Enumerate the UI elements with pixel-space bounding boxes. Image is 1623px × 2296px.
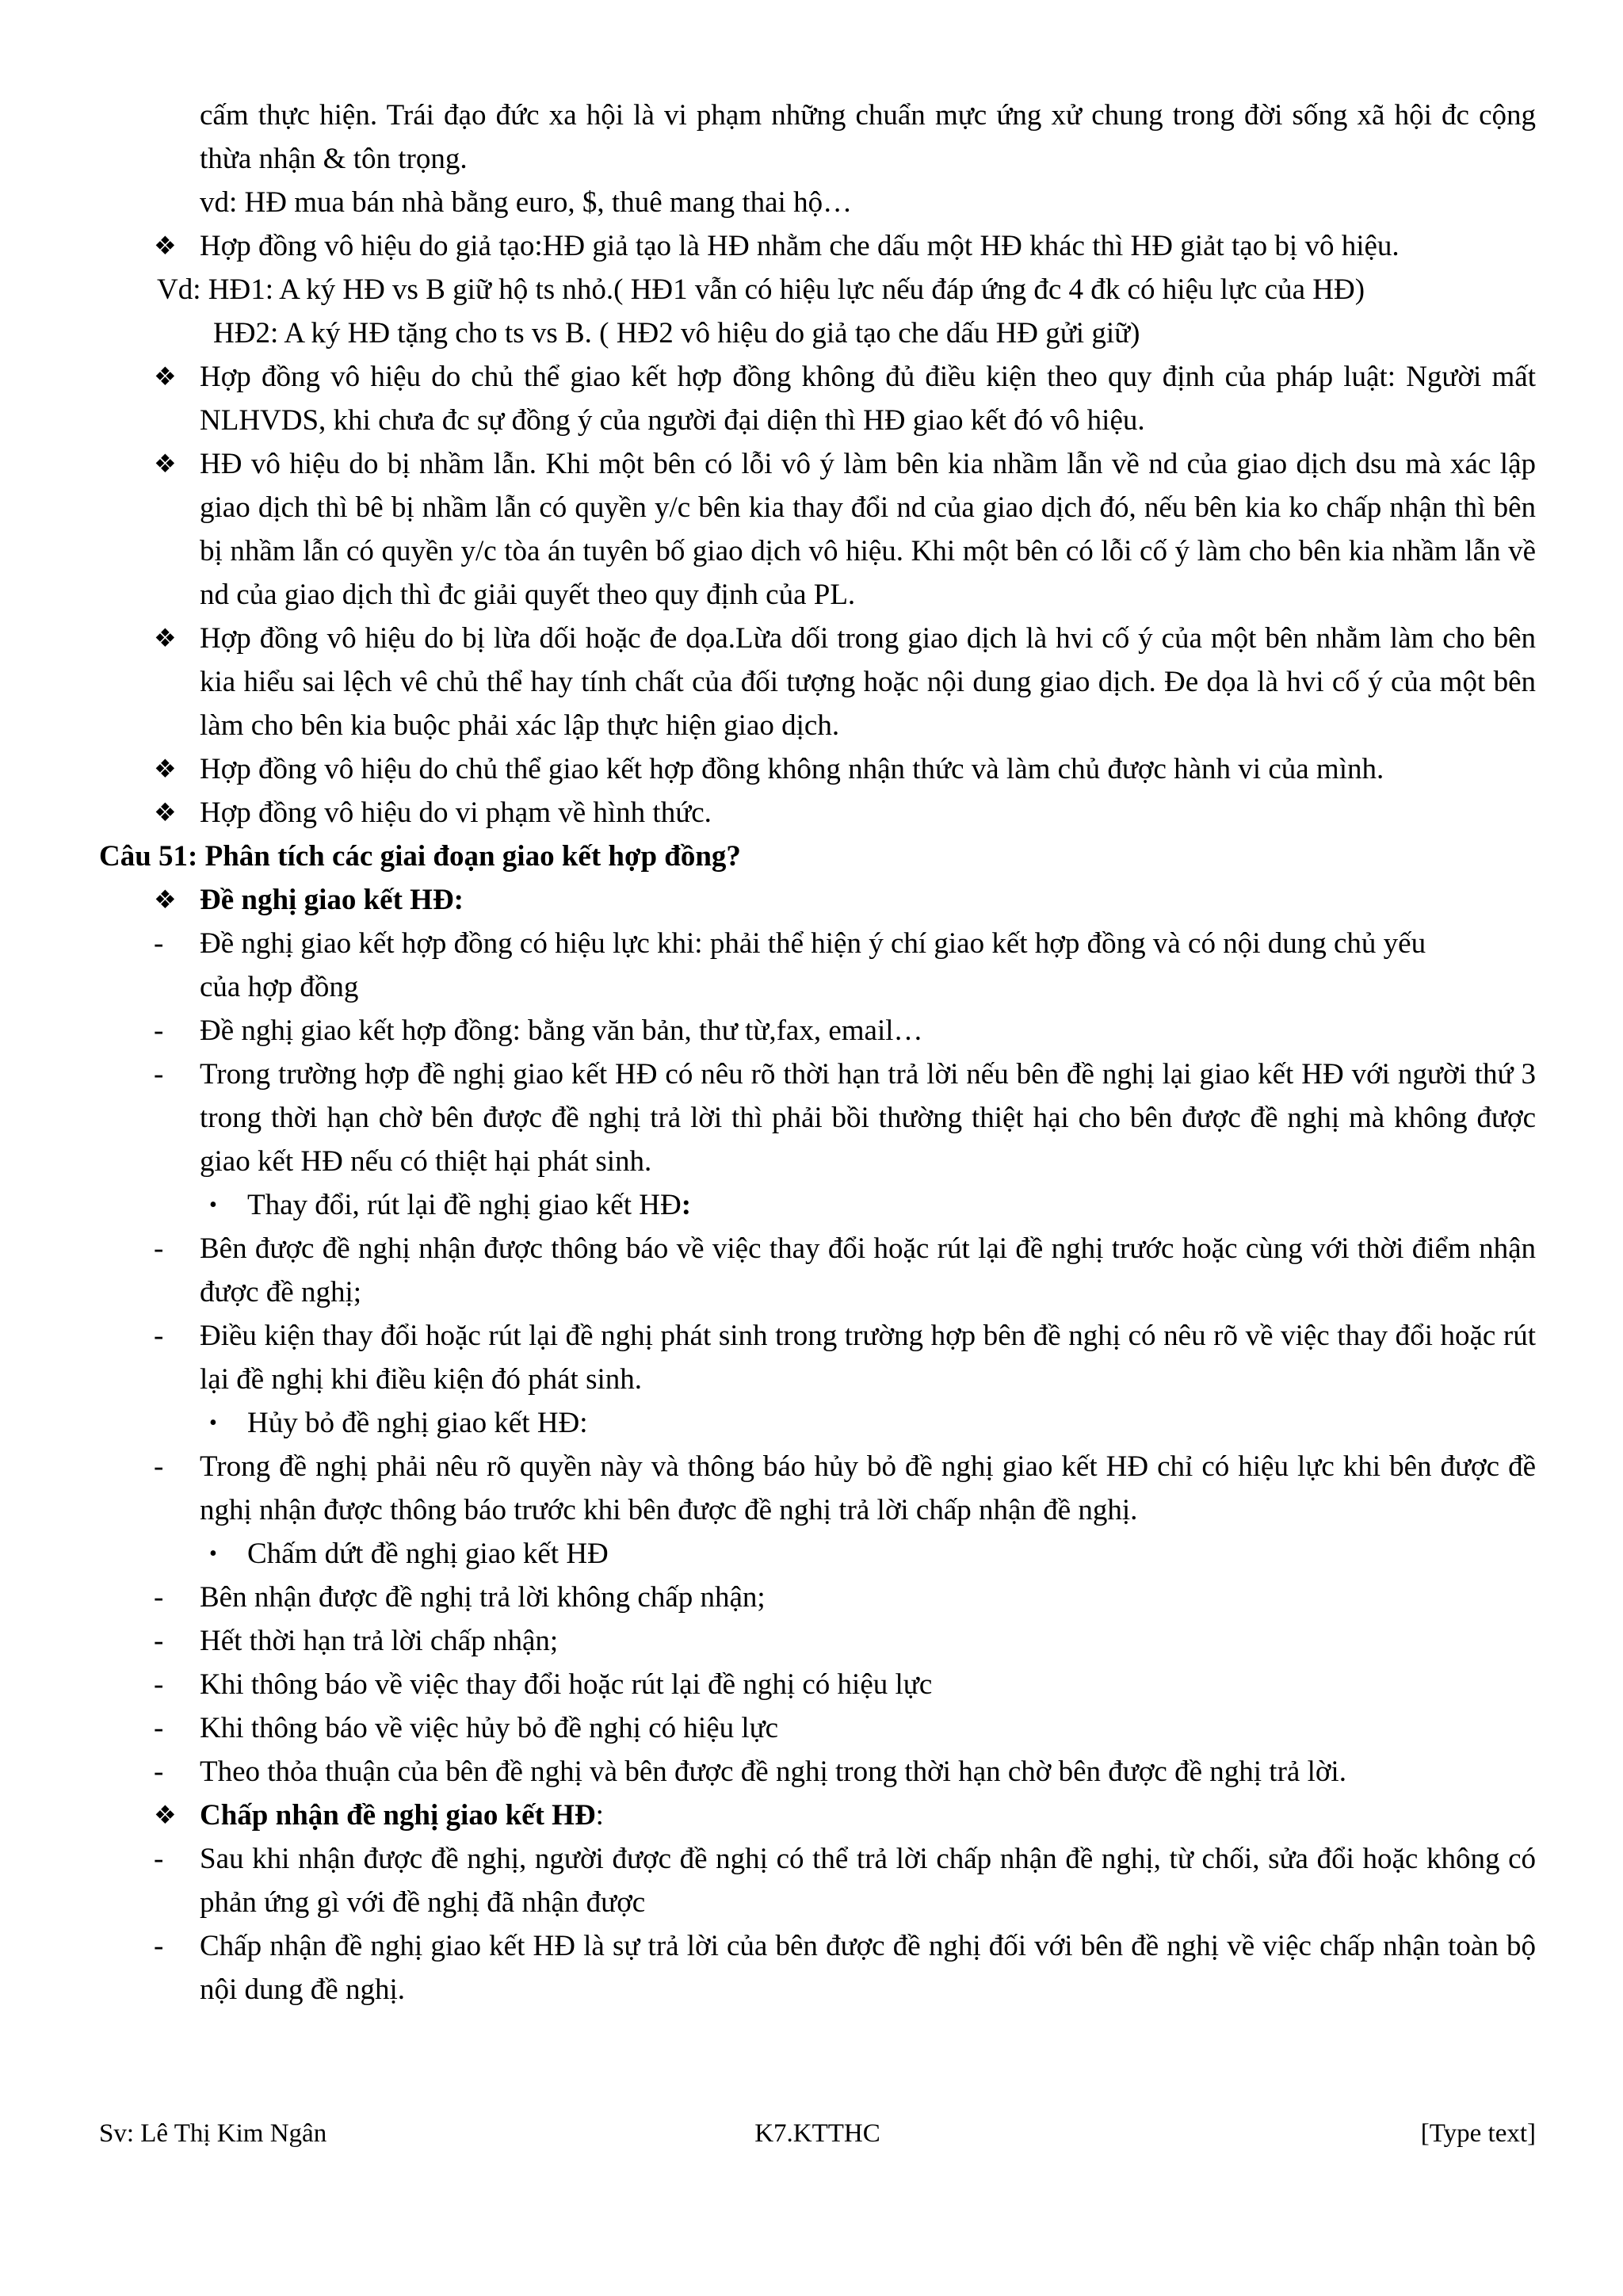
block-text-main: HĐ vô hiệu do bị nhầm lẫn. Khi một bên có lỗi vô ý làm bên kia nhầm lẫn về nd của giao dịch dsu mà xác lập giao dịch thì bê bị nhầm lẫn có quyền y/c bên kia thay đổi nd của giao dịch đó, nếu bên kia ko chấp nhận thì bên bị nhầm lẫn có quyền y/c tòa án tuyên bố giao dịch vô hiệu. Khi một bên có lỗi cố ý làm cho bên kia nhầm lẫn về nd của giao dịch thì đc giải quyết theo quy định của PL. [200,448,1536,611]
diamond-bullet-icon: ❖ [154,755,177,783]
block-text-main: Hợp đồng vô hiệu do giả tạo:HĐ giả tạo là HĐ nhằm che dấu một HĐ khác thì HĐ giảt tạo bị vô hiệu. [200,230,1400,262]
dash-item [154,1663,1536,1706]
block-text [200,181,1536,224]
block-text [200,224,1536,268]
block-text [200,1576,1536,1619]
block-text-main: Hết thời hạn trả lời chấp nhận; [200,1625,559,1657]
bullet-item [154,442,1536,617]
block-text [200,617,1536,747]
diamond-bullet-icon: ❖ [154,449,177,478]
dash-marker-icon: - [154,1755,164,1788]
dash-item [154,1314,1536,1401]
paragraph [200,181,1536,224]
footer-placeholder: [Type text] [1420,2119,1536,2148]
block-text-main: Chấm dứt đề nghị giao kết HĐ [247,1538,609,1570]
block-text-main: Khi thông báo về việc thay đổi hoặc rút lại đề nghị có hiệu lực [200,1668,933,1701]
block-text-main: Hợp đồng vô hiệu do bị lừa dối hoặc đe dọa.Lừa dối trong giao dịch là hvi cố ý của một bên nhằm làm cho bên kia hiểu sai lệch vê chủ thể hay tính chất của đối tượng hoặc nội dung giao dịch. Đe dọa là hvi cố ý của một bên làm cho bên kia buộc phải xác lập thực hiện giao dịch. [200,622,1536,742]
dot-bullet-icon: • [209,1541,217,1566]
block-text [200,1663,1536,1706]
page-footer [99,2114,1536,2153]
block-text [200,94,1536,181]
block-text [200,747,1536,791]
example-line [157,268,1536,311]
block-text-main: Thay đổi, rút lại đề nghị giao kết HĐ [247,1189,682,1221]
dash-marker-icon: - [154,1625,164,1657]
block-text-main: Bên nhận được đề nghị trả lời không chấp nhận; [200,1581,766,1614]
sub-heading [154,1794,1536,1837]
dash-marker-icon: - [154,1058,164,1091]
block-text-main: Bên được đề nghị nhận được thông báo về việc thay đổi hoặc rút lại đề nghị trước hoặc cùng với thời điểm nhận được đề nghị; [200,1232,1536,1308]
block-text [200,442,1536,617]
bullet-item [154,747,1536,791]
block-text [200,1227,1536,1314]
sub-heading [154,878,1536,922]
dash-item [154,1227,1536,1314]
document-body [0,94,1623,2011]
dash-item [154,1445,1536,1532]
block-text-main: Hợp đồng vô hiệu do chủ thể giao kết hợp đồng không nhận thức và làm chủ được hành vi của mình. [200,753,1384,785]
dash-item [154,1619,1536,1663]
dot-bullet-icon: • [209,1411,217,1435]
diamond-bullet-icon: ❖ [154,624,177,652]
block-text-main: Trong trường hợp đề nghị giao kết HĐ có nêu rõ thời hạn trả lời nếu bên đề nghị lại giao kết HĐ với người thứ 3 trong thời hạn chờ bên được đề nghị trả lời thì phải bồi thường thiệt hại cho bên được đề nghị mà không được giao kết HĐ nếu có thiệt hại phát sinh. [200,1058,1536,1178]
block-text-main: vd: HĐ mua bán nhà bằng euro, $, thuê mang thai hộ… [200,186,853,219]
diamond-bullet-icon: ❖ [154,1801,177,1829]
block-text-main: của hợp đồng [200,971,359,1003]
block-text [200,355,1536,442]
dash-marker-icon: - [154,1668,164,1701]
block-text-main: Đề nghị giao kết hợp đồng có hiệu lực khi: phải thể hiện ý chí giao kết hợp đồng và có nội dung chủ yếu [200,927,1426,960]
block-text-main: Vd: HĐ1: A ký HĐ vs B giữ hộ ts nhỏ.( HĐ1 vẫn có hiệu lực nếu đáp ứng đc 4 đk có hiệu lực của HĐ) [157,273,1365,306]
dot-item [209,1401,1536,1445]
block-text [99,835,1536,878]
block-text-tail: : [595,1799,604,1832]
dash-marker-icon: - [154,1232,164,1265]
footer-class-code: K7.KTTHC [754,2119,880,2148]
bullet-item [154,617,1536,747]
block-text-main: Trong đề nghị phải nêu rõ quyền này và thông báo hủy bỏ đề nghị giao kết HĐ chỉ có hiệu lực khi bên được đề nghị nhận được thông báo trước khi bên được đề nghị trả lời chấp nhận đề nghị. [200,1450,1536,1526]
continuation-line [200,965,1536,1009]
section-heading [99,835,1536,878]
block-text-main: Chấp nhận đề nghị giao kết HĐ [200,1799,596,1832]
block-text [247,1401,1536,1445]
bullet-item [154,791,1536,835]
dash-marker-icon: - [154,1014,164,1047]
dash-item [154,1052,1536,1183]
dash-marker-icon: - [154,927,164,960]
dash-item [154,1706,1536,1750]
dot-item [209,1532,1536,1576]
block-text [247,1183,1536,1227]
paragraph [200,94,1536,181]
block-text [200,1009,1536,1052]
footer-student-name: Sv: Lê Thị Kim Ngân [99,2119,327,2148]
block-text-main: cấm thực hiện. Trái đạo đức xa hội là vi phạm những chuẩn mực ứng xử chung trong đời sống xã hội đc cộng thừa nhận & tôn trọng. [200,99,1536,175]
block-text [200,1052,1536,1183]
dash-marker-icon: - [154,1320,164,1352]
diamond-bullet-icon: ❖ [154,231,177,260]
block-text [200,1924,1536,2011]
block-text-main: Chấp nhận đề nghị giao kết HĐ là sự trả lời của bên được đề nghị đối với bên đề nghị về việc chấp nhận toàn bộ nội dung đề nghị. [200,1930,1536,2006]
block-text-main: Đề nghị giao kết HĐ: [200,884,464,916]
diamond-bullet-icon: ❖ [154,362,177,391]
block-text-main: Khi thông báo về việc hủy bỏ đề nghị có hiệu lực [200,1712,779,1744]
dash-item [154,1009,1536,1052]
block-text [200,1445,1536,1532]
block-text-main: Hợp đồng vô hiệu do chủ thể giao kết hợp đồng không đủ điều kiện theo quy định của pháp luật: Người mất NLHVDS, khi chưa đc sự đồng ý của người đại diện thì HĐ giao kết đó vô hiệu. [200,361,1536,437]
dash-marker-icon: - [154,1450,164,1483]
dash-item [154,1924,1536,2011]
dot-item [209,1183,1536,1227]
bullet-item [154,224,1536,268]
block-text [200,922,1536,965]
block-text-tail: : [681,1189,692,1221]
dash-marker-icon: - [154,1581,164,1614]
block-text [213,311,1536,355]
block-text-main: HĐ2: A ký HĐ tặng cho ts vs B. ( HĐ2 vô hiệu do giả tạo che dấu HĐ gửi giữ) [213,317,1140,350]
dash-marker-icon: - [154,1930,164,1962]
dash-item [154,1837,1536,1924]
dash-marker-icon: - [154,1712,164,1744]
block-text-main: Hợp đồng vô hiệu do vi phạm về hình thức. [200,797,712,829]
block-text [200,1706,1536,1750]
dot-bullet-icon: • [209,1193,217,1217]
block-text [247,1532,1536,1576]
block-text [200,1837,1536,1924]
dash-marker-icon: - [154,1843,164,1875]
block-text [157,268,1536,311]
bullet-item [154,355,1536,442]
diamond-bullet-icon: ❖ [154,885,177,914]
block-text [200,1794,1536,1837]
block-text [200,1619,1536,1663]
dash-item [154,1750,1536,1794]
block-text-main: Theo thỏa thuận của bên đề nghị và bên được đề nghị trong thời hạn chờ bên được đề nghị trả lời. [200,1755,1346,1788]
diamond-bullet-icon: ❖ [154,798,177,827]
dash-item [154,922,1536,965]
example-line [213,311,1536,355]
block-text-main: Câu 51: Phân tích các giai đoạn giao kết hợp đồng? [99,840,741,873]
block-text-main: Đề nghị giao kết hợp đồng: bằng văn bản, thư từ,fax, email… [200,1014,923,1047]
block-text-main: Sau khi nhận được đề nghị, người được đề nghị có thể trả lời chấp nhận đề nghị, từ chối, sửa đổi hoặc không có phản ứng gì với đề nghị đã nhận được [200,1843,1536,1919]
block-text-main: Điều kiện thay đổi hoặc rút lại đề nghị phát sinh trong trường hợp bên đề nghị có nêu rõ về việc thay đổi hoặc rút lại đề nghị khi điều kiện đó phát sinh. [200,1320,1536,1396]
block-text [200,1314,1536,1401]
block-text [200,1750,1536,1794]
block-text [200,791,1536,835]
dash-item [154,1576,1536,1619]
block-text [200,878,1536,922]
block-text-main: Hủy bỏ đề nghị giao kết HĐ: [247,1407,588,1439]
block-text [200,965,1536,1009]
